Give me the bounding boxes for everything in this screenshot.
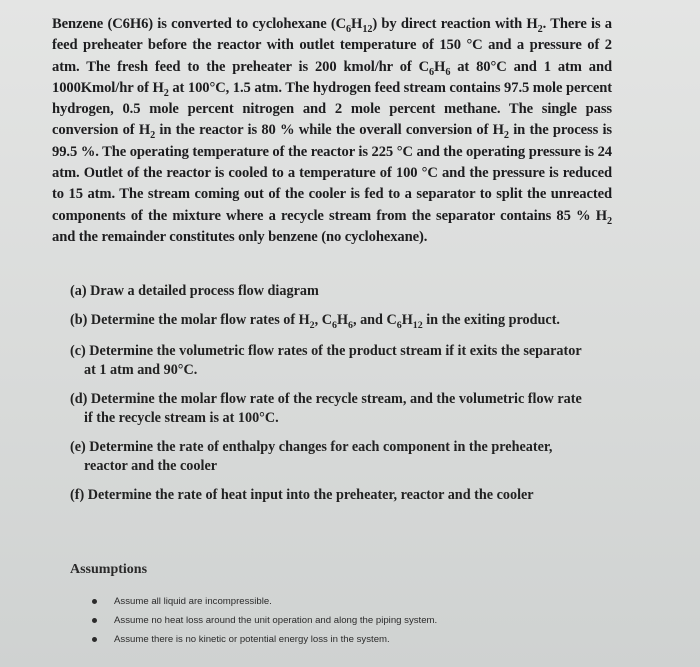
- problem-text: H: [351, 16, 363, 32]
- problem-text: in the reactor is 80 % while the overall conversion of H: [155, 122, 504, 139]
- question-text: (d) Determine the molar flow rate of the recycle stream, and the volumetric flow rate: [70, 391, 582, 407]
- question-d: [70, 390, 610, 427]
- assumptions-heading: Assumptions: [70, 562, 148, 577]
- question-text: (e) Determine the rate of enthalpy changes for each component in the preheater,: [70, 439, 553, 455]
- problem-text: ) by direct reaction with H: [372, 16, 538, 32]
- subscript: 12: [412, 319, 423, 331]
- question-text: (c) Determine the volumetric flow rates of the product stream if it exits the separator: [70, 343, 582, 359]
- assumption-text: Assume there is no kinetic or potential energy loss in the system.: [114, 634, 390, 645]
- assumption-text: Assume no heat loss around the unit operation and along the piping system.: [114, 615, 438, 626]
- assumption-text: Assume all liquid are incompressible.: [114, 596, 272, 607]
- subscript: 6: [348, 319, 353, 331]
- bullet-icon: [92, 599, 97, 604]
- question-text: [70, 311, 610, 330]
- question-b: [70, 311, 610, 330]
- subscript: 2: [503, 130, 509, 142]
- question-part: (b) Determine the molar flow rates of H: [70, 312, 310, 328]
- question-a: [70, 282, 610, 301]
- assumption-list: [90, 592, 530, 649]
- subscript: 2: [606, 215, 612, 227]
- problem-text: at 100°C, 1.5 atm. The hydrogen feed stream contains 97.5 mole percent hydrogen, 0.5 mole percent nitrogen and 2 mole percent methane. The single pass conversion of H: [52, 79, 612, 139]
- subscript: 2: [309, 319, 315, 331]
- bullet-icon: [92, 618, 97, 623]
- question-text-continued: if the recycle stream is at 100°C.: [84, 409, 279, 426]
- subscript: 2: [537, 23, 543, 35]
- question-part: , C: [314, 312, 332, 328]
- question-part: H: [336, 312, 348, 328]
- question-text: (f) Determine the rate of heat input into the preheater, reactor and the cooler: [70, 487, 534, 503]
- subscript: 6: [346, 23, 352, 35]
- question-part: , and C: [352, 312, 397, 328]
- question-e: [70, 438, 610, 475]
- problem-statement: [52, 14, 612, 248]
- question-part: in the exiting product.: [422, 312, 560, 328]
- question-c: [70, 342, 610, 379]
- question-text-continued: reactor and the cooler: [84, 457, 218, 474]
- subscript: 6: [429, 66, 435, 78]
- problem-text: Benzene (C6H6) is converted to cyclohexane (C: [52, 16, 347, 32]
- subscript: 6: [331, 319, 337, 331]
- problem-text: H: [434, 58, 446, 75]
- question-text: (a) Draw a detailed process flow diagram: [70, 283, 319, 299]
- question-f: [70, 486, 610, 505]
- question-part: H: [401, 312, 413, 328]
- problem-text: . There is a feed preheater before the reactor with outlet temperature of 150 °C and a pressure of 2 atm. The fresh feed to the preheater is 200 kmol/hr of C: [52, 16, 612, 75]
- subscript: 2: [150, 130, 156, 142]
- problem-text: in the process is 99.5 %. The operating temperature of the reactor is 225 °C and the operating pressure is 24 atm. Outlet of the reactor is cooled to a temperature of 100 °C and the pressure is reduced to 15 atm. The stream coming out of the cooler is fed to a separator to split the unreacted components of the mixture where a recycle stream from the separator contains 85 % H: [52, 122, 612, 224]
- subscript: 12: [362, 23, 373, 35]
- problem-text: and the remainder constitutes only benzene (no cyclohexane).: [52, 228, 428, 245]
- subscript: 6: [396, 319, 402, 331]
- list-item: [90, 592, 530, 611]
- list-item: [90, 611, 530, 630]
- subscript: 6: [445, 66, 451, 78]
- problem-text: at 80°C and 1 atm and 1000Kmol/hr of H: [52, 58, 612, 96]
- list-item: [90, 630, 530, 649]
- bullet-icon: [92, 637, 97, 642]
- subscript: 2: [163, 87, 169, 99]
- question-text-continued: at 1 atm and 90°C.: [84, 361, 198, 378]
